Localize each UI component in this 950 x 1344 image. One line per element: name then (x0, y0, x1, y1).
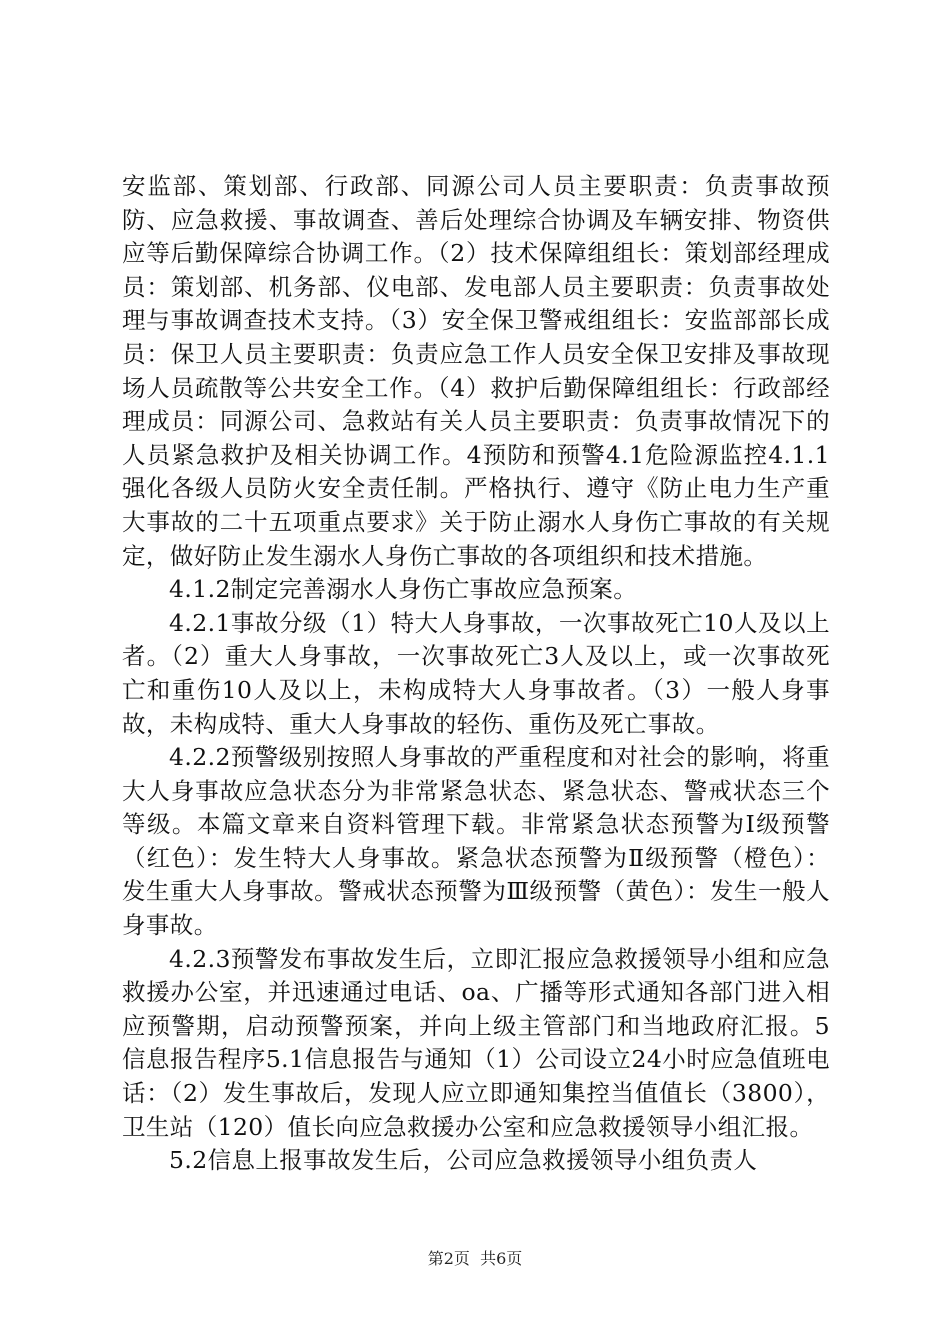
paragraph-5: 4.2.3预警发布事故发生后，立即汇报应急救援领导小组和应急救援办公室，并迅速通过电话、oa、广播等形式通知各部门进入相应预警期，启动预警预案，并向上级主管部门和当地政府汇报。5信息报告程序5.1信息报告与通知（1）公司设立24小时应急值班电话：（2）发生事故后，发现人应立即通知集控当值值长（3800），卫生站（120）值长向应急救援办公室和应急救援领导小组汇报。 (122, 944, 830, 1141)
page-footer: 第2页 共6页 (427, 1249, 523, 1268)
paragraph-2: 4.1.2制定完善溺水人身伤亡事故应急预案。 (169, 575, 638, 604)
paragraph-4: 4.2.2预警级别按照人身事故的严重程度和对社会的影响，将重大人身事故应急状态分为非常紧急状态、紧急状态、警戒状态三个等级。本篇文章来自资料管理下载。非常紧急状态预警为Ⅰ级预警（红色）：发生特大人身事故。紧急状态预警为Ⅱ级预警（橙色）：发生重大人身事故。警戒状态预警为Ⅲ级预警（黄色）：发生一般人身事故。 (122, 743, 830, 940)
paragraph-3: 4.2.1事故分级（1）特大人身事故，一次事故死亡10人及以上者。（2）重大人身事故，一次事故死亡3人及以上，或一次事故死亡和重伤10人及以上，未构成特大人身事故者。（3）一般人身事故，未构成特、重大人身事故的轻伤、重伤及死亡事故。 (122, 608, 830, 738)
paragraph-6: 5.2信息上报事故发生后，公司应急救援领导小组负责人 (169, 1146, 758, 1175)
document-body (122, 170, 830, 1178)
paragraph-1: 安监部、策划部、行政部、同源公司人员主要职责：负责事故预防、应急救援、事故调查、善后处理综合协调及车辆安排、物资供应等后勤保障综合协调工作。（2）技术保障组组长：策划部经理成员：策划部、机务部、仪电部、发电部人员主要职责：负责事故处理与事故调查技术支持。（3）安全保卫警戒组组长：安监部部长成员：保卫人员主要职责：负责应急工作人员安全保卫安排及事故现场人员疏散等公共安全工作。（4）救护后勤保障组组长：行政部经理成员：同源公司、急救站有关人员主要职责：负责事故情况下的人员紧急救护及相关协调工作。4预防和预警4.1危险源监控4.1.1强化各级人员防火安全责任制。严格执行、遵守《防止电力生产重大事故的二十五项重点要求》关于防止溺水人身伤亡事故的有关规定，做好防止发生溺水人身伤亡事故的各项组织和技术措施。 (122, 172, 830, 570)
